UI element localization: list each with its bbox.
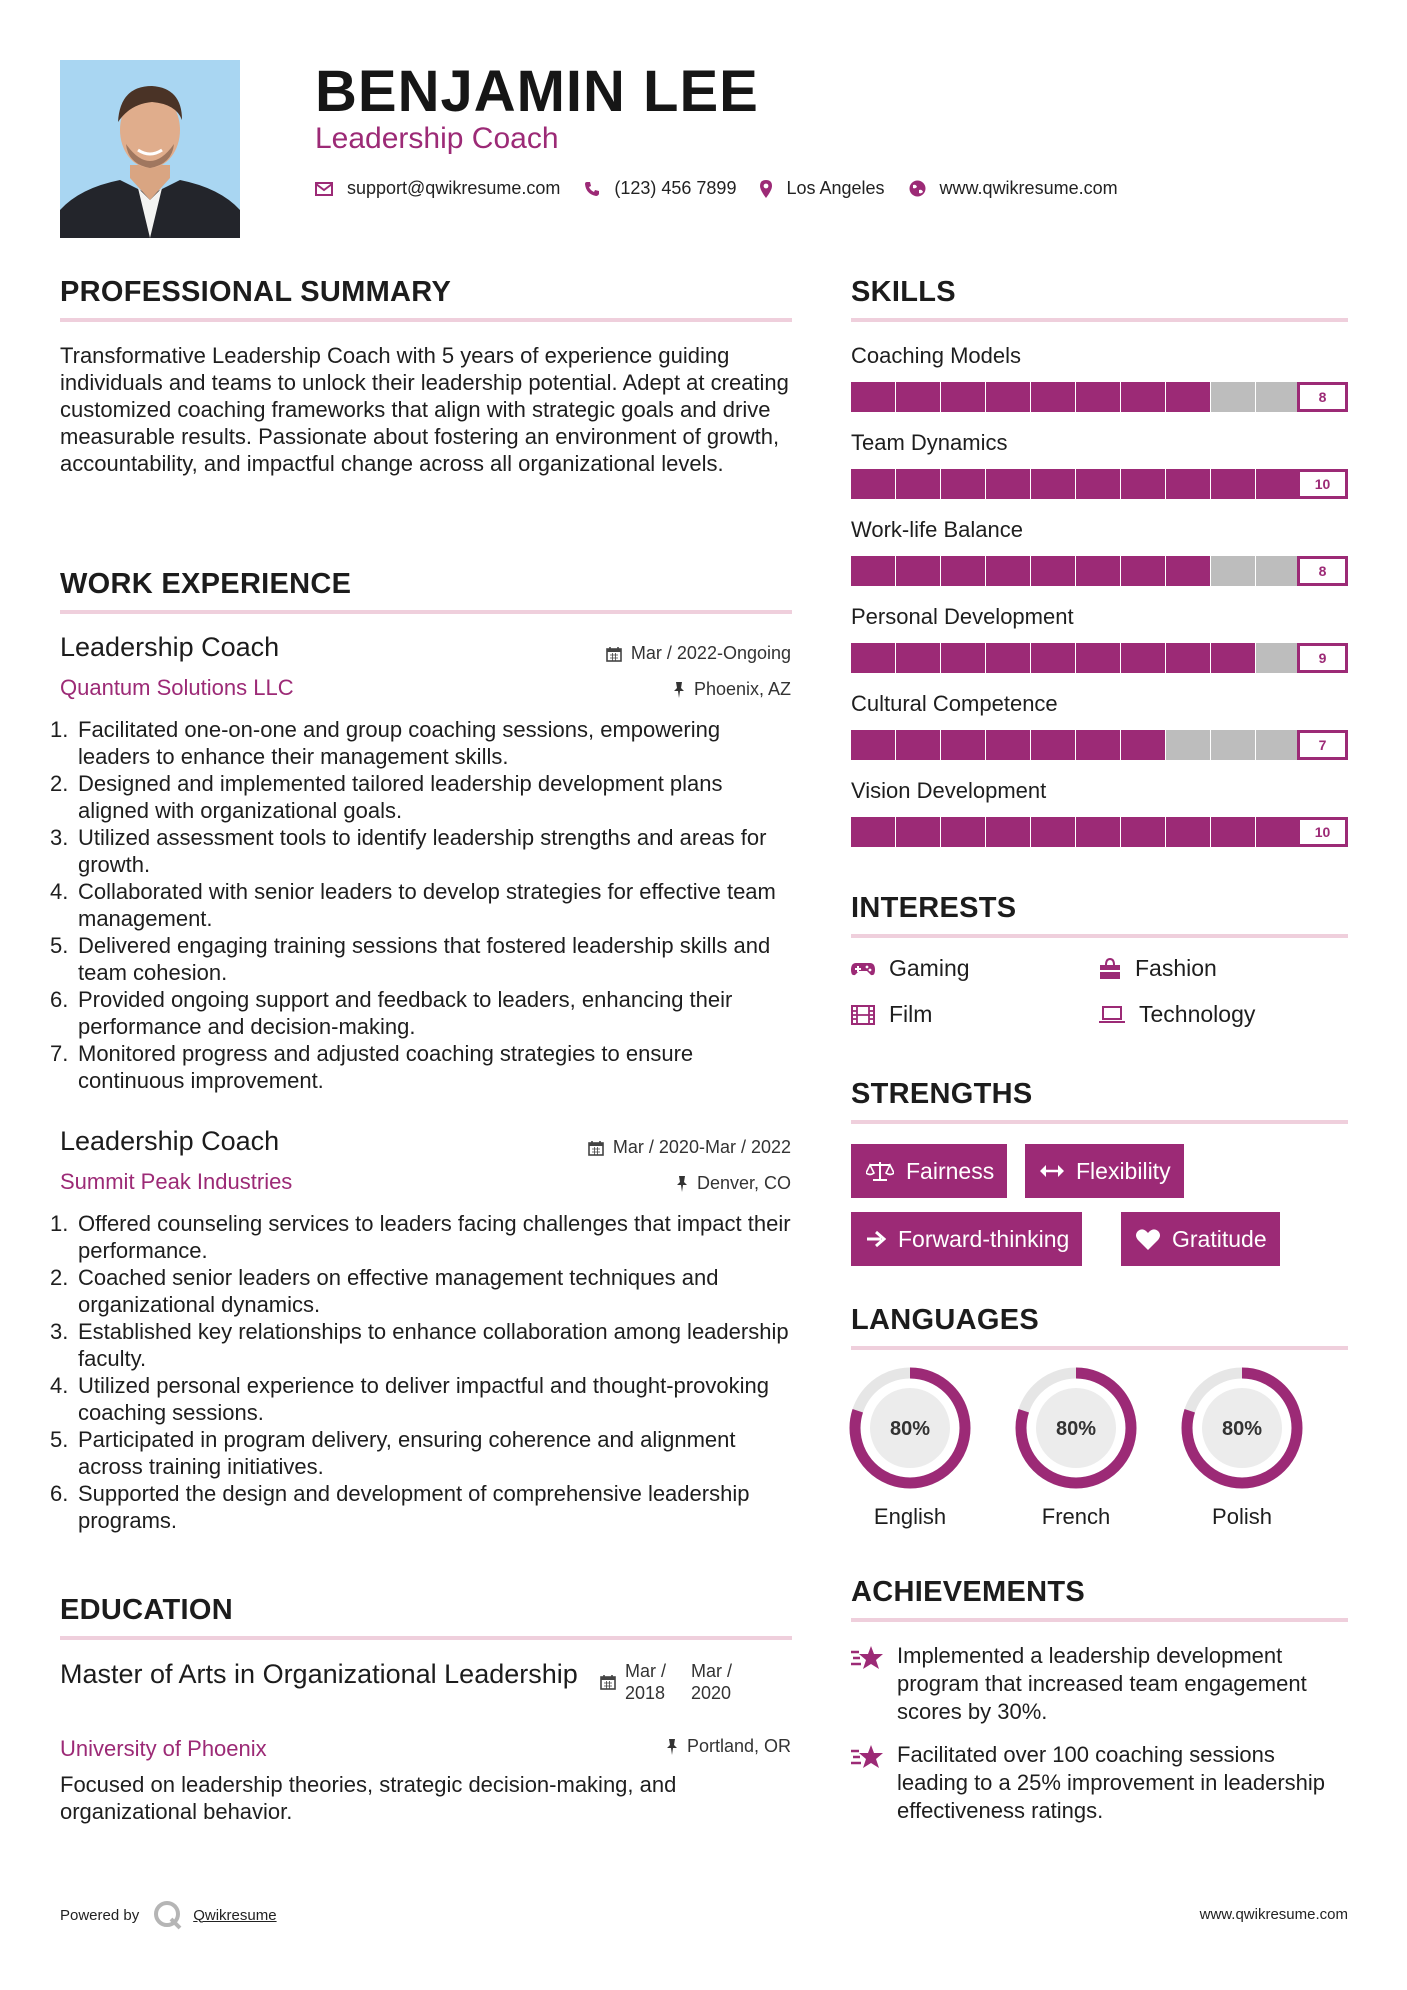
contact-bar — [315, 178, 1142, 199]
contact-website[interactable] — [909, 178, 1118, 199]
skill-bar-segment — [1211, 817, 1255, 847]
strength-badge — [851, 1212, 1082, 1266]
interest-fashion — [1099, 955, 1217, 982]
list-item: 1. Facilitated one-on-one and group coaching sessions, empowering leaders to enhance their management skills. — [50, 717, 721, 769]
skill-bar-segment — [986, 643, 1030, 673]
job-location-text: Phoenix, AZ — [693, 679, 791, 699]
summary-text: Transformative Leadership Coach with 5 years of experience guiding individuals and teams to unlock their leadership potential. Adept at creating customized coaching frameworks that align with strategic goals and drive measurable results. Passionate about fostering an environment of growth, accountability, and impactful change across all organizational levels. — [60, 343, 789, 476]
skill-bar-segment — [896, 643, 940, 673]
job-bullets — [50, 1210, 795, 1534]
strengths-title: STRENGTHS — [851, 1078, 1033, 1110]
map-marker-icon — [760, 180, 772, 198]
summary-divider — [60, 318, 792, 322]
calendar-icon — [606, 646, 622, 662]
skill-score: 10 — [1297, 817, 1348, 847]
skill-bar-segment — [941, 730, 985, 760]
shopping-bag-icon — [1099, 958, 1121, 980]
skill-bar-segment — [1256, 730, 1300, 760]
job-location — [673, 679, 791, 700]
star-icon — [851, 1743, 885, 1771]
contact-location — [760, 178, 884, 199]
laptop-icon — [1099, 1006, 1125, 1024]
globe-icon — [909, 180, 926, 197]
skill-bar — [851, 817, 1348, 847]
skill-bar-segment — [1211, 469, 1255, 499]
skill-bar-segment — [941, 643, 985, 673]
list-item: 3. Utilized assessment tools to identify leadership strengths and areas for growth. — [50, 825, 767, 877]
skill-bar-segment — [986, 730, 1030, 760]
job-company: Summit Peak Industries — [60, 1169, 293, 1194]
skill-bar-segment — [941, 469, 985, 499]
skill-bar — [851, 382, 1348, 412]
interests-divider — [851, 934, 1348, 938]
pin-icon — [676, 1176, 688, 1192]
language-percent: 80% — [1055, 1418, 1097, 1440]
contact-phone[interactable] — [584, 178, 736, 199]
skill-bar-segment — [986, 817, 1030, 847]
interest-technology — [1099, 1001, 1255, 1028]
skill-bar-segment — [1031, 556, 1075, 586]
skill-bar-segment — [851, 817, 895, 847]
arrows-horizontal-icon — [1040, 1164, 1064, 1178]
job-location — [676, 1173, 791, 1194]
languages-divider — [851, 1346, 1348, 1350]
skill-bar-segment — [1211, 556, 1255, 586]
skill-bar-segment — [851, 730, 895, 760]
strength-badge — [851, 1144, 1007, 1198]
interests-title: INTERESTS — [851, 892, 1017, 924]
strength-label: Flexibility — [1076, 1157, 1171, 1184]
list-item: 5. Delivered engaging training sessions that fostered leadership skills and team cohesion. — [50, 933, 771, 985]
skill-bar-segment — [1256, 556, 1300, 586]
profile-photo — [60, 60, 240, 238]
strength-badge — [1025, 1144, 1184, 1198]
skill-bar — [851, 469, 1348, 499]
skill-bar-segment — [986, 556, 1030, 586]
skill-bar-segment — [1076, 730, 1120, 760]
contact-email[interactable] — [315, 178, 560, 199]
skill-bar — [851, 556, 1348, 586]
language-progress-ring — [1014, 1366, 1138, 1490]
achievement-item — [851, 1642, 1348, 1726]
language-item — [1014, 1366, 1138, 1530]
job-bullets — [50, 716, 795, 1094]
skill-bar-segment — [1076, 469, 1120, 499]
skill-bar-segment — [1076, 817, 1120, 847]
location-text: Los Angeles — [786, 178, 885, 198]
skill-bar-segment — [1076, 556, 1120, 586]
skill-label: Cultural Competence — [851, 691, 1058, 716]
skill-bar-segment — [941, 556, 985, 586]
skill-bar-segment — [896, 730, 940, 760]
education-start: Mar / 2018 — [625, 1661, 667, 1703]
job-title: Leadership Coach — [60, 632, 280, 662]
skill-score: 8 — [1297, 382, 1348, 412]
education-description: Focused on leadership theories, strategic decision-making, and organizational behavior. — [60, 1772, 677, 1824]
education-location-text: Portland, OR — [686, 1736, 791, 1756]
website-text: www.qwikresume.com — [939, 178, 1118, 198]
arrow-right-icon — [866, 1230, 886, 1248]
skill-bar-segment — [1031, 730, 1075, 760]
summary-title: PROFESSIONAL SUMMARY — [60, 276, 452, 308]
list-item: 7. Monitored progress and adjusted coaching strategies to ensure continuous improvement. — [50, 1041, 694, 1093]
interest-gaming — [851, 955, 970, 982]
language-item — [848, 1366, 972, 1530]
achievement-item — [851, 1741, 1348, 1825]
heart-icon — [1136, 1229, 1160, 1250]
skill-bar-segment — [1121, 382, 1165, 412]
strength-label: Gratitude — [1172, 1225, 1267, 1252]
brand-link[interactable]: Qwikresume — [193, 1906, 277, 1924]
list-item: 5. Participated in program delivery, ensuring coherence and alignment across training initiatives. — [50, 1427, 736, 1479]
skill-bar-segment — [851, 382, 895, 412]
job-dates — [606, 643, 791, 664]
skill-bar-segment — [1256, 382, 1300, 412]
skill-bar-segment — [986, 382, 1030, 412]
work-title: WORK EXPERIENCE — [60, 568, 352, 600]
education-end: Mar / 2020 — [691, 1661, 733, 1703]
interest-label: Film — [889, 1001, 933, 1027]
candidate-name: BENJAMIN LEE — [315, 59, 759, 124]
envelope-icon — [315, 182, 333, 196]
skill-bar-segment — [1256, 469, 1300, 499]
skill-bar-segment — [851, 469, 895, 499]
skill-bar-segment — [1256, 817, 1300, 847]
strength-label: Forward-thinking — [898, 1225, 1070, 1252]
skill-bar-segment — [941, 382, 985, 412]
skill-score: 8 — [1297, 556, 1348, 586]
skill-bar-segment — [1121, 556, 1165, 586]
skills-divider — [851, 318, 1348, 322]
pin-icon — [673, 682, 685, 698]
film-icon — [851, 1005, 875, 1025]
skill-bar-segment — [941, 817, 985, 847]
skill-bar-segment — [1031, 817, 1075, 847]
skill-bar-segment — [1211, 382, 1255, 412]
education-title: EDUCATION — [60, 1594, 233, 1626]
skill-bar-segment — [1121, 643, 1165, 673]
powered-by-label: Powered by — [60, 1906, 140, 1924]
qwikresume-logo-icon — [153, 1900, 183, 1930]
candidate-role: Leadership Coach — [315, 122, 559, 155]
language-progress-ring — [848, 1366, 972, 1490]
job-company: Quantum Solutions LLC — [60, 675, 294, 700]
skill-label: Coaching Models — [851, 343, 1021, 368]
skill-label: Team Dynamics — [851, 430, 1008, 455]
list-item: 6. Provided ongoing support and feedback to leaders, enhancing their performance and decision-making. — [50, 987, 733, 1039]
skill-bar-segment — [1211, 730, 1255, 760]
job-title: Leadership Coach — [60, 1126, 280, 1156]
skill-bar-segment — [896, 469, 940, 499]
achievements-divider — [851, 1618, 1348, 1622]
language-name: Polish — [1212, 1504, 1272, 1529]
skill-score: 7 — [1297, 730, 1348, 760]
skill-bar-segment — [896, 817, 940, 847]
skill-bar-segment — [1031, 382, 1075, 412]
achievements-title: ACHIEVEMENTS — [851, 1576, 1086, 1608]
skill-bar-segment — [1211, 643, 1255, 673]
school-name: University of Phoenix — [60, 1736, 267, 1761]
skills-title: SKILLS — [851, 276, 956, 308]
calendar-icon — [600, 1674, 616, 1690]
skill-bar-segment — [1121, 730, 1165, 760]
list-item: 2. Coached senior leaders on effective management techniques and organizational dynamics. — [50, 1265, 719, 1317]
skill-score: 10 — [1297, 469, 1348, 499]
skill-bar-segment — [896, 556, 940, 586]
footer-url[interactable]: www.qwikresume.com — [1199, 1906, 1348, 1923]
skill-bar-segment — [1166, 469, 1210, 499]
work-divider — [60, 610, 792, 614]
skill-label: Personal Development — [851, 604, 1074, 629]
skill-bar-segment — [1031, 469, 1075, 499]
list-item: 4. Utilized personal experience to deliver impactful and thought-provoking coaching sessions. — [50, 1373, 769, 1425]
achievement-text: Facilitated over 100 coaching sessions leading to a 25% improvement in leadership effectiveness ratings. — [897, 1742, 1326, 1823]
language-progress-ring — [1180, 1366, 1304, 1490]
skill-bar-segment — [851, 643, 895, 673]
list-item: 3. Established key relationships to enhance collaboration among leadership faculty. — [50, 1319, 789, 1371]
skill-bar-segment — [1166, 556, 1210, 586]
skill-bar-segment — [851, 556, 895, 586]
pin-icon — [666, 1739, 678, 1755]
email-text: support@qwikresume.com — [347, 178, 561, 198]
strength-label: Fairness — [906, 1157, 995, 1184]
job-dates — [588, 1137, 791, 1158]
job-location-text: Denver, CO — [696, 1173, 791, 1193]
education-divider — [60, 1636, 792, 1640]
calendar-icon — [588, 1140, 604, 1156]
skill-label: Work-life Balance — [851, 517, 1023, 542]
job-dates-text: Mar / 2020-Mar / 2022 — [612, 1137, 791, 1157]
phone-icon — [584, 181, 600, 197]
list-item: 4. Collaborated with senior leaders to develop strategies for effective team management. — [50, 879, 776, 931]
language-name: English — [873, 1504, 947, 1529]
education-dates — [600, 1660, 757, 1704]
languages-title: LANGUAGES — [851, 1304, 1039, 1336]
skill-bar-segment — [1166, 817, 1210, 847]
skill-bar-segment — [986, 469, 1030, 499]
interest-label: Fashion — [1135, 955, 1217, 981]
interest-label: Gaming — [889, 955, 970, 981]
language-percent: 80% — [889, 1418, 931, 1440]
strengths-divider — [851, 1120, 1348, 1124]
skill-label: Vision Development — [851, 778, 1047, 803]
interest-film — [851, 1001, 932, 1028]
list-item: 2. Designed and implemented tailored leadership development plans aligned with organizational goals. — [50, 771, 723, 823]
achievement-text: Implemented a leadership development program that increased team engagement scores by 30%. — [897, 1643, 1307, 1724]
strength-badge — [1121, 1212, 1280, 1266]
skill-bar-segment — [1121, 469, 1165, 499]
skill-bar — [851, 643, 1348, 673]
phone-text: (123) 456 7899 — [614, 178, 737, 198]
degree-title: Master of Arts in Organizational Leadership — [60, 1659, 578, 1689]
skill-bar-segment — [1166, 643, 1210, 673]
language-name: French — [1041, 1504, 1111, 1529]
job-dates-text: Mar / 2022-Ongoing — [630, 643, 791, 663]
star-icon — [851, 1644, 885, 1672]
powered-by — [60, 1900, 277, 1930]
list-item: 6. Supported the design and development of comprehensive leadership programs. — [50, 1481, 750, 1533]
skill-bar-segment — [1121, 817, 1165, 847]
skill-score: 9 — [1297, 643, 1348, 673]
skill-bar-segment — [1166, 730, 1210, 760]
skill-bar-segment — [896, 382, 940, 412]
language-item — [1180, 1366, 1304, 1530]
gamepad-icon — [851, 961, 875, 977]
interest-label: Technology — [1139, 1001, 1256, 1027]
skill-bar-segment — [1076, 643, 1120, 673]
list-item: 1. Offered counseling services to leaders facing challenges that impact their performance. — [50, 1211, 791, 1263]
skill-bar-segment — [1076, 382, 1120, 412]
skill-bar-segment — [1256, 643, 1300, 673]
balance-scale-icon — [866, 1160, 894, 1182]
skill-bar-segment — [1166, 382, 1210, 412]
skill-bar — [851, 730, 1348, 760]
skill-bar-segment — [1031, 643, 1075, 673]
language-percent: 80% — [1221, 1418, 1263, 1440]
education-location — [666, 1736, 791, 1757]
